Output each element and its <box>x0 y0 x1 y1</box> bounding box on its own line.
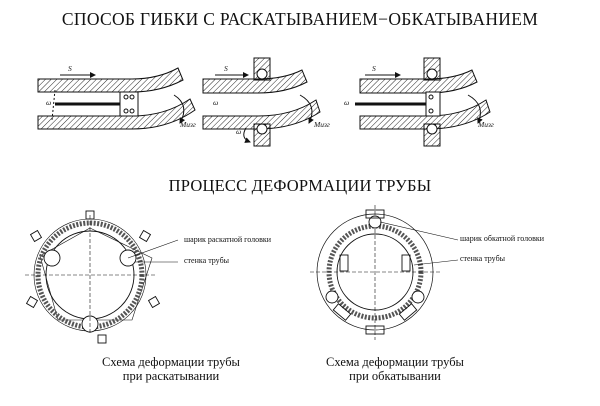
outer-ball-2 <box>412 291 424 303</box>
label-outer-ball: шарик обкатной головки <box>460 234 545 243</box>
rolling-scheme <box>25 211 178 343</box>
moment-label-1: Mизг <box>180 120 196 129</box>
caption-rolling-line2: при раскатывании <box>122 369 220 383</box>
main-title: СПОСОБ ГИБКИ С РАСКАТЫВАНИЕМ−ОБКАТЫВАНИЕМ <box>61 9 539 29</box>
rotation-label-2: ω <box>213 98 219 107</box>
label-rolling-ball: шарик раскатной головки <box>184 235 272 244</box>
feed-label-1: S <box>68 64 72 73</box>
rotation-label-3: ω <box>344 98 350 107</box>
feed-label-3: S <box>372 64 376 73</box>
caption-outer-line2: при обкатывании <box>349 369 441 383</box>
rotation-label-2b: ω <box>236 127 242 136</box>
moment-label-3: Mизг <box>478 120 494 129</box>
moment-label-2: Mизг <box>314 120 330 129</box>
feed-label-2: S <box>224 64 228 73</box>
caption-rolling-line1: Схема деформации трубы <box>102 355 240 369</box>
label-rolling-wall: стенка трубы <box>184 256 230 265</box>
outer-rolling-scheme <box>310 205 458 340</box>
outer-ball-3 <box>326 291 338 303</box>
caption-outer-line1: Схема деформации трубы <box>326 355 464 369</box>
rotation-label-1: ω <box>46 98 52 107</box>
process-title: ПРОЦЕСС ДЕФОРМАЦИИ ТРУБЫ <box>168 176 432 195</box>
caption-rolling <box>56 355 286 383</box>
rolling-ball-2 <box>44 250 60 266</box>
caption-outer-rolling <box>280 355 510 383</box>
label-outer-wall: стенка трубы <box>460 254 506 263</box>
